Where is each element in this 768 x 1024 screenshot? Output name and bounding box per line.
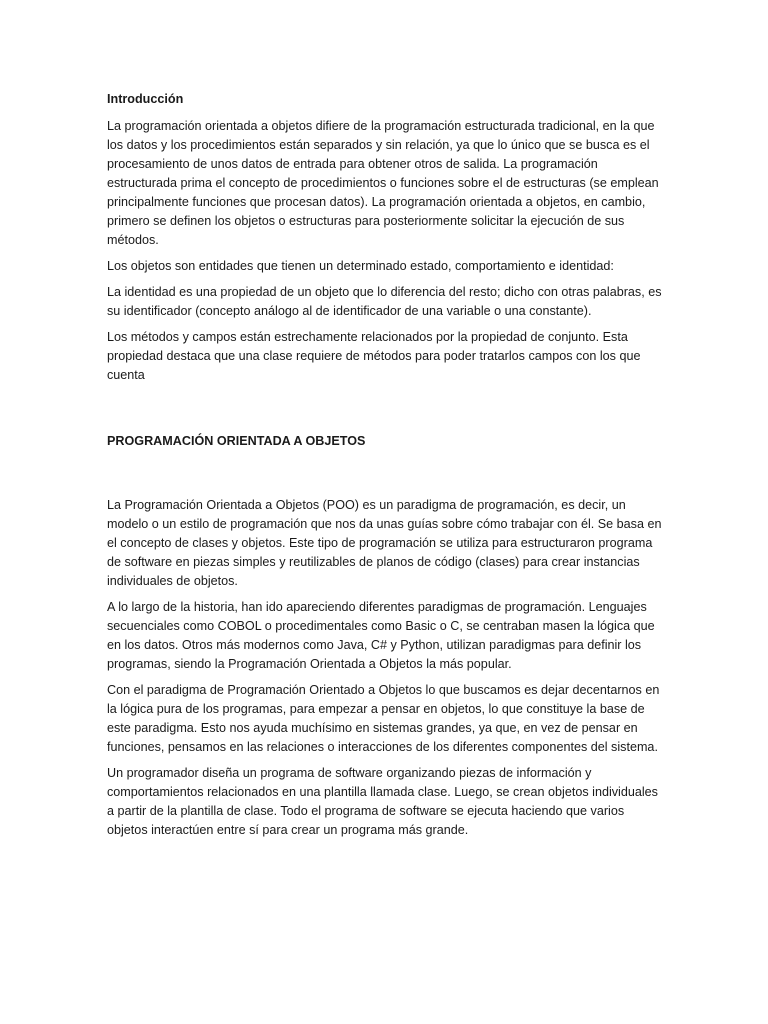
paragraph-poo-3: Con el paradigma de Programación Orientado a Objetos lo que buscamos es dejar decentarnos en la lógica pura de los programas, para empezar a pensar en objetos, lo que constituye la base de este paradigma. Esto nos ayuda muchísimo en sistemas grandes, ya que, en vez de pensar en funciones, pensamos en las relaciones o interacciones de los diferentes componentes del sistema.	[107, 683, 660, 754]
section-heading-introduccion: Introducción	[107, 92, 184, 106]
paragraph-intro-2: Los objetos son entidades que tienen un determinado estado, comportamiento e identidad:	[107, 259, 614, 273]
section-heading-poo: PROGRAMACIÓN ORIENTADA A OBJETOS	[107, 434, 366, 448]
paragraph-intro-1: La programación orientada a objetos difiere de la programación estructurada tradicional, en la que los datos y los procedimientos están separados y sin relación, ya que lo único que se busca es el procesamiento de unos datos de entrada para obtener otros de salida. La programación estructurada prima el concepto de procedimientos o funciones sobre el de estructuras (se emplean principalmente funciones que procesan datos). La programación orientada a objetos, en cambio, primero se definen los objetos o estructuras para posteriormente solicitar la ejecución de sus métodos.	[107, 119, 659, 247]
paragraph-intro-4: Los métodos y campos están estrechamente relacionados por la propiedad de conjunto. Esta propiedad destaca que una clase requiere de métodos para poder tratarlos campos con los que cuenta	[107, 330, 641, 382]
document-page	[107, 90, 663, 840]
paragraph-poo-4: Un programador diseña un programa de software organizando piezas de información y comportamientos relacionados en una plantilla llamada clase. Luego, se crean objetos individuales a partir de la plantilla de clase. Todo el programa de software se ejecuta haciendo que varios objetos interactúen entre sí para crear un programa más grande.	[107, 766, 658, 837]
paragraph-poo-1: La Programación Orientada a Objetos (POO) es un paradigma de programación, es decir, un modelo o un estilo de programación que nos da unas guías sobre cómo trabajar con él. Se basa en el concepto de clases y objetos. Este tipo de programación se utiliza para estructuraron programa de software en piezas simples y reutilizables de planos de código (clases) para crear instancias individuales de objetos.	[107, 498, 662, 588]
paragraph-intro-3: La identidad es una propiedad de un objeto que lo diferencia del resto; dicho con otras palabras, es su identificador (concepto análogo al de identificador de una variable o una constante).	[107, 285, 662, 318]
paragraph-poo-2: A lo largo de la historia, han ido apareciendo diferentes paradigmas de programación. Lenguajes secuenciales como COBOL o procedimentales como Basic o C, se centraban masen la lógica que en los datos. Otros más modernos como Java, C# y Python, utilizan paradigmas para definir los programas, siendo la Programación Orientada a Objetos la más popular.	[107, 600, 655, 671]
